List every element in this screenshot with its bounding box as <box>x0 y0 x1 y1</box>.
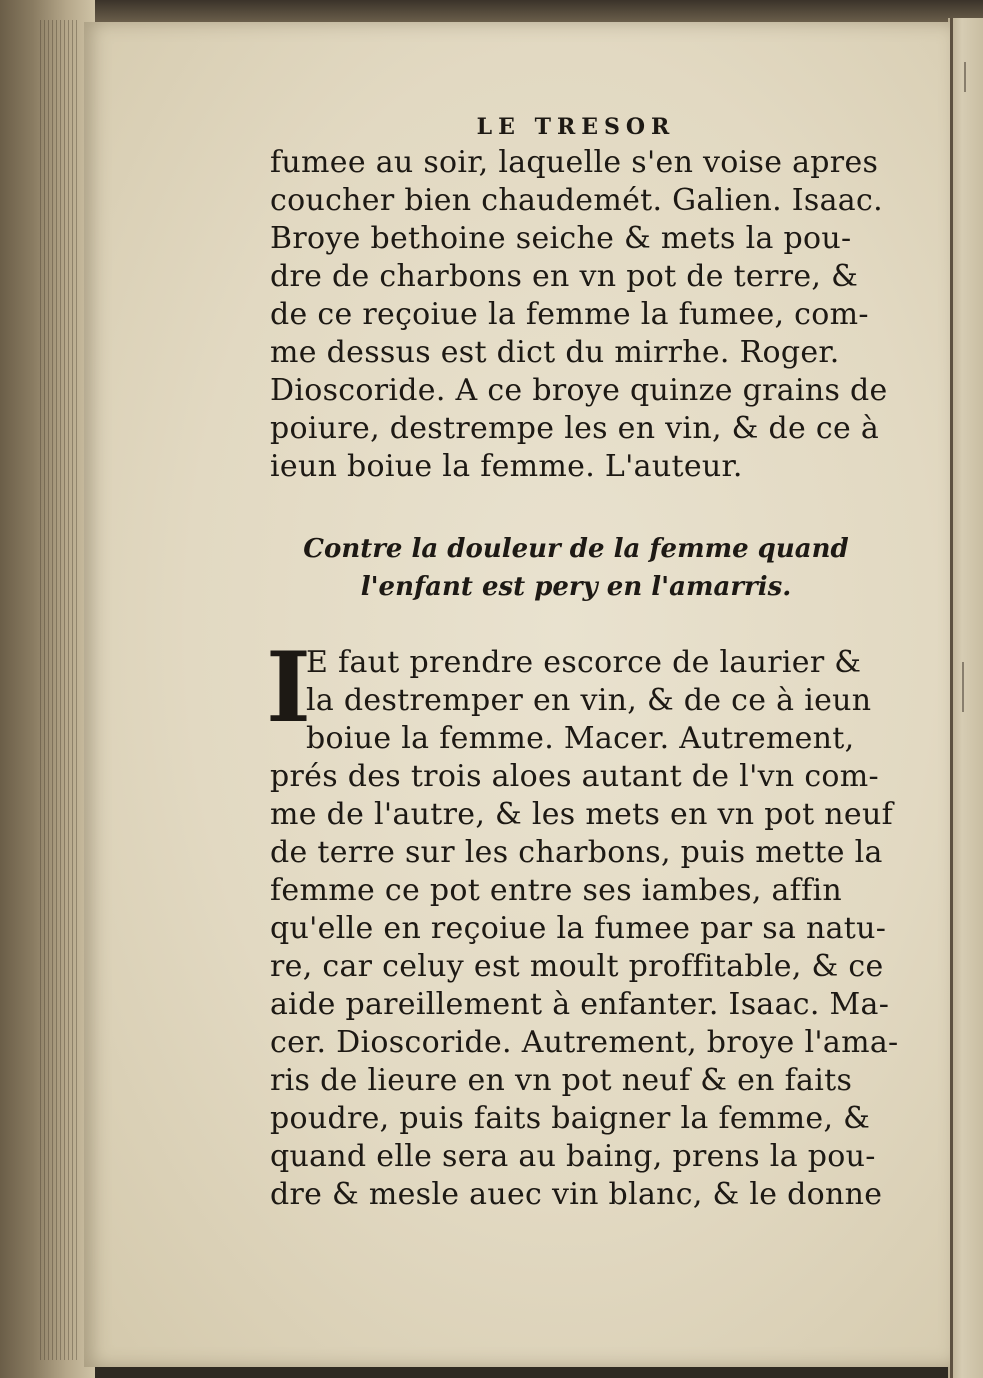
text-line: dre de charbons en vn pot de terre, & <box>270 259 859 294</box>
text-line: me de l'autre, & les mets en vn pot neuf <box>270 797 893 832</box>
heading-line: l'enfant est pery en l'amarris. <box>360 572 792 602</box>
text-line: de ce reçoiue la femme la fumee, com- <box>270 297 869 332</box>
text-line: dre & mesle auec vin blanc, & le donne <box>270 1177 883 1212</box>
text-line: femme ce pot entre ses iambes, affin <box>270 873 842 908</box>
text-line: ris de lieure en vn pot neuf & en faits <box>270 1063 853 1098</box>
text-line: aide pareillement à enfanter. Isaac. Ma- <box>270 987 890 1022</box>
facing-page-edge <box>948 18 983 1378</box>
text-line: re, car celuy est moult proffitable, & ce <box>270 949 884 984</box>
text-line: de terre sur les charbons, puis mette la <box>270 835 883 870</box>
heading-line: Contre la douleur de la femme quand <box>303 534 849 564</box>
ink-mark <box>962 662 964 712</box>
text-line: poiure, destrempe les en vin, & de ce à <box>270 411 880 446</box>
text-line: Broye bethoine seiche & mets la pou- <box>270 221 852 256</box>
text-line: Dioscoride. A ce broye quinze grains de <box>270 373 888 408</box>
top-shadow <box>0 0 983 22</box>
page-stack-edges <box>40 20 80 1360</box>
section-heading <box>270 530 882 606</box>
paragraph-2 <box>266 631 899 1214</box>
text-line: E faut prendre escorce de laurier & <box>306 645 862 680</box>
paragraph-1 <box>270 144 888 486</box>
text-line: quand elle sera au baing, prens la pou- <box>270 1139 876 1174</box>
text-line: la destremper en vin, & de ce à ieun <box>306 683 872 718</box>
running-head: LE TRESOR <box>476 114 676 140</box>
text-line: me dessus est dict du mirrhe. Roger. <box>270 335 840 370</box>
text-line: cer. Dioscoride. Autrement, broye l'ama- <box>270 1025 899 1060</box>
page-text <box>266 112 899 1214</box>
binding-gutter <box>0 0 95 1378</box>
text-line: qu'elle en reçoiue la fumee par sa natu- <box>270 911 887 946</box>
text-line: coucher bien chaudemét. Galien. Isaac. <box>270 183 883 218</box>
text-line: boiue la femme. Macer. Autrement, <box>306 721 855 756</box>
drop-cap: I <box>266 631 311 744</box>
text-line: prés des trois aloes autant de l'vn com- <box>270 759 879 794</box>
text-line: fumee au soir, laquelle s'en voise apres <box>270 145 879 180</box>
text-line: poudre, puis faits baigner la femme, & <box>270 1101 871 1136</box>
ink-mark <box>964 62 966 92</box>
text-line: ieun boiue la femme. L'auteur. <box>270 449 743 484</box>
